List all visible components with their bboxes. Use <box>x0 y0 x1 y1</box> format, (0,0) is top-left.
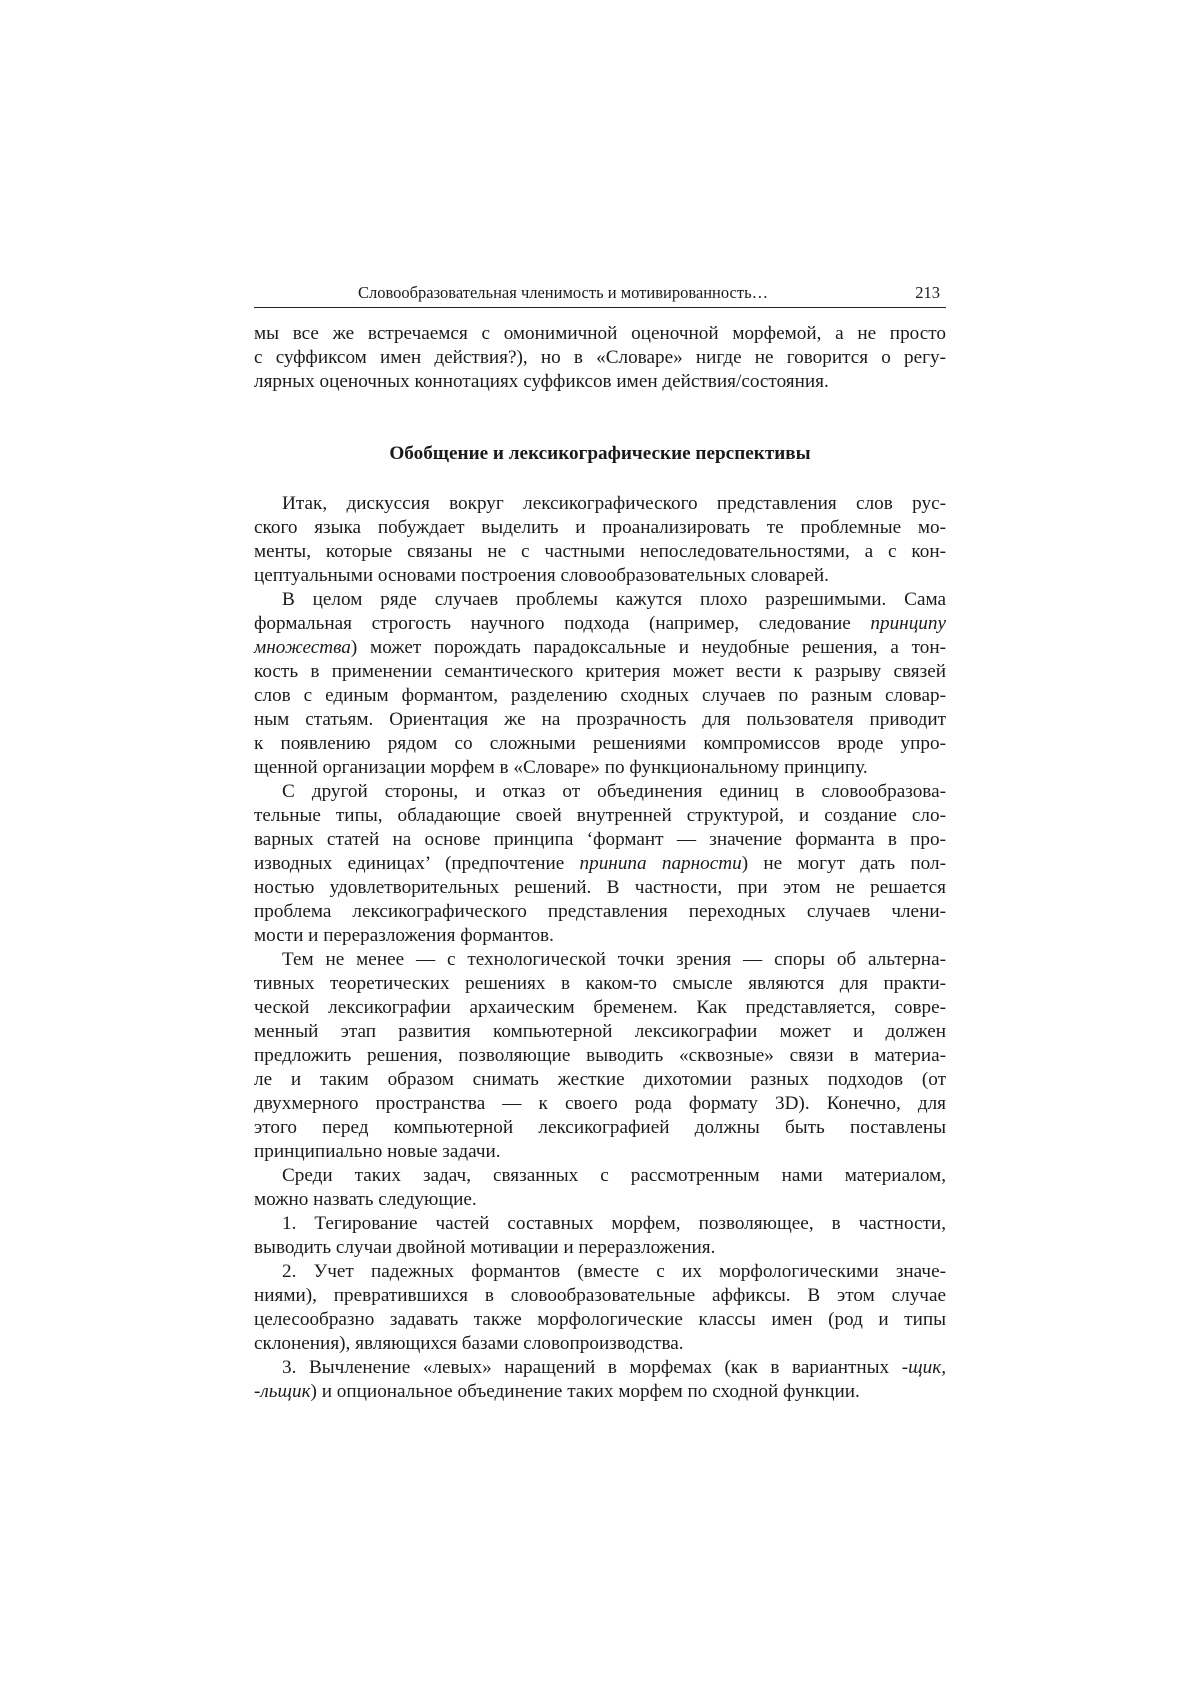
text-run: изводных единицах’ (предпочтение <box>254 853 580 874</box>
text-line: ского языка побуждает выделить и проанализировать те проблемные мо- <box>254 517 946 538</box>
paragraph-5 <box>254 1164 946 1212</box>
italic-term: -щик, <box>901 1357 946 1378</box>
text-line: С другой стороны, и отказ от объединения единиц в словообразова- <box>282 781 946 802</box>
text-line: ным статьям. Ориентация же на прозрачность для пользователя приводит <box>254 709 946 730</box>
text-line: мости и переразложения формантов. <box>254 925 554 946</box>
text-line: предложить решения, позволяющие выводить «сквозные» связи в материа- <box>254 1045 946 1066</box>
italic-term: множества <box>254 637 351 658</box>
document-page <box>254 283 946 1404</box>
list-item-3 <box>254 1356 946 1404</box>
text-run: 3. Вычленение «левых» наращений в морфемах (как в вариантных <box>282 1357 902 1378</box>
paragraph-2 <box>254 588 946 780</box>
text-line: можно назвать следующие. <box>254 1189 477 1210</box>
text-line <box>254 636 946 660</box>
text-line: варных статей на основе принципа ‘формант — значение форманта в про- <box>254 829 946 850</box>
text-line: кость в применении семантического критерия может вести к разрыву связей <box>254 661 946 682</box>
text-line: Среди таких задач, связанных с рассмотренным нами материалом, <box>282 1165 946 1186</box>
running-header <box>254 283 946 308</box>
text-line: Тем не менее — с технологической точки зрения — споры об альтерна- <box>282 949 946 970</box>
list-item-2 <box>254 1260 946 1356</box>
text-run: ) и опциональное объединение таких морфем по сходной функции. <box>310 1381 860 1402</box>
text-line: склонения), являющихся базами словопроизводства. <box>254 1333 684 1354</box>
text-line: этого перед компьютерной лексикографией должны быть поставлены <box>254 1117 946 1138</box>
paragraph-3 <box>254 780 946 948</box>
text-line: принципиально новые задачи. <box>254 1141 501 1162</box>
italic-term: принципу <box>870 613 946 634</box>
text-line: тельные типы, обладающие своей внутренней структурой, и создание сло- <box>254 805 946 826</box>
italic-term: -льщик <box>254 1381 311 1402</box>
paragraph-4 <box>254 948 946 1164</box>
text-line: выводить случаи двойной мотивации и переразложения. <box>254 1237 716 1258</box>
text-line: В целом ряде случаев проблемы кажутся плохо разрешимыми. Сама <box>282 589 946 610</box>
text-line: тивных теоретических решениях в каком-то смысле являются для практи- <box>254 973 946 994</box>
text-line: 1. Тегирование частей составных морфем, позволяющее, в частности, <box>282 1213 946 1234</box>
list-item-1 <box>254 1212 946 1260</box>
text-line: к появлению рядом со сложными решениями компромиссов вроде упро- <box>254 733 946 754</box>
text-line: слов с единым формантом, разделению сходных случаев по разным словар- <box>254 685 946 706</box>
running-title: Словообразовательная членимость и мотивированность… <box>358 283 769 302</box>
text-line: целесообразно задавать также морфологические классы имен (род и типы <box>254 1309 946 1330</box>
text-line: Итак, дискуссия вокруг лексикографического представления слов рус- <box>282 493 946 514</box>
text-line: менный этап развития компьютерной лексикографии может и должен <box>254 1021 946 1042</box>
text-line: щенной организации морфем в «Словаре» по функциональному принципу. <box>254 757 868 778</box>
text-run: формальная строгость научного подхода (например, следование <box>254 613 871 634</box>
text-line <box>254 852 946 876</box>
text-line: ниями), превратившихся в словообразовательные аффиксы. В этом случае <box>254 1285 946 1306</box>
text-line: цептуальными основами построения словообразовательных словарей. <box>254 565 829 586</box>
text-line: 2. Учет падежных формантов (вместе с их морфологическими значе- <box>282 1261 946 1282</box>
text-line: менты, которые связаны не с частными непоследовательностями, а с кон- <box>254 541 946 562</box>
text-line: мы все же встречаемся с омонимичной оценочной морфемой, а не просто <box>254 323 946 344</box>
italic-term: принипа парности <box>579 853 742 874</box>
text-line <box>254 612 946 636</box>
text-line: ностью удовлетворительных решений. В частности, при этом не решается <box>254 877 946 898</box>
text-run: ) не могут дать пол- <box>741 853 946 874</box>
text-line: двухмерного пространства — к своего рода формату 3D). Конечно, для <box>254 1093 946 1114</box>
section-title: Обобщение и лексикографические перспективы <box>389 443 811 464</box>
text-line: лярных оценочных коннотациях суффиксов имен действия/состояния. <box>254 371 829 392</box>
text-line <box>254 1356 946 1380</box>
intro-paragraph <box>254 322 946 394</box>
paragraph-1 <box>254 492 946 588</box>
text-line <box>254 1380 946 1404</box>
text-line: с суффиксом имен действия?), но в «Словаре» нигде не говорится о регу- <box>254 347 946 368</box>
text-line: ле и таким образом снимать жесткие дихотомии разных подходов (от <box>254 1069 946 1090</box>
text-line: ческой лексикографии архаическим бременем. Как представляется, совре- <box>254 997 946 1018</box>
text-line: проблема лексикографического представления переходных случаев члени- <box>254 901 946 922</box>
text-run: ) может порождать парадоксальные и неудобные решения, а тон- <box>350 637 946 658</box>
page-number: 213 <box>915 283 940 302</box>
